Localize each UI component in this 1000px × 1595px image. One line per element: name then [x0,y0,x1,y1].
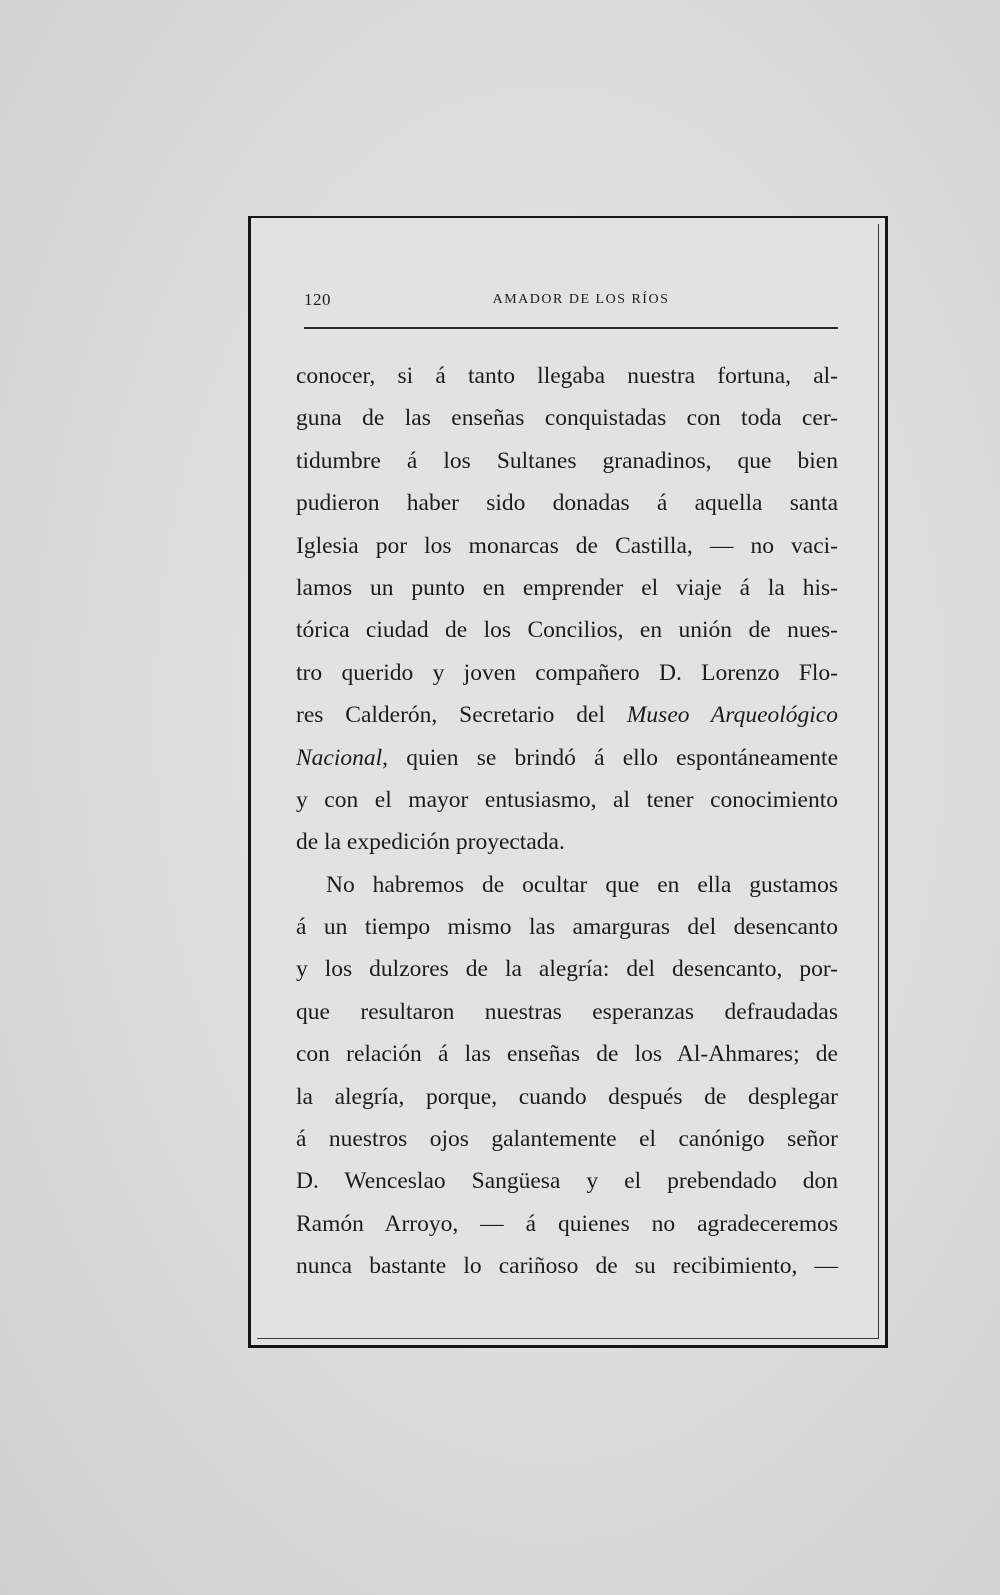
text-segment: , quien se brindó á ello espontáneamente [382,744,838,771]
text-line: á nuestros ojos galantemente el canónigo señor [296,1126,838,1153]
text-line [296,694,838,736]
text-line: tidumbre á los Sultanes granadinos, que bien [296,447,838,474]
italic-title: Museo Arqueológico [626,702,838,729]
text-segment: res Calderón, Secretario del [296,702,627,729]
italic-title: Nacional [296,744,383,771]
text-line: Iglesia por los monarcas de Castilla, — no vaci- [296,532,838,559]
text-line: y con el mayor entusiasmo, al tener conocimiento [296,786,838,813]
text-line: guna de las enseñas conquistadas con toda cer- [296,405,838,432]
text-line: D. Wenceslao Sangüesa y el prebendado don [296,1168,838,1195]
paragraph-first-line: No habremos de ocultar que en ella gustamos [326,871,838,898]
page-header [304,290,838,316]
text-line: tro querido y joven compañero D. Lorenzo Flo- [296,659,838,686]
body-text [296,355,838,1288]
text-line: la alegría, porque, cuando después de desplegar [296,1083,838,1110]
running-head: AMADOR DE LOS RÍOS [492,292,670,307]
text-line: y los dulzores de la alegría: del desencanto, por- [296,956,838,983]
text-line: nunca bastante lo cariñoso de su recibimiento, — [296,1253,838,1280]
text-line [296,737,838,779]
text-line: de la expedición proyectada. [296,829,565,856]
text-line: conocer, si á tanto llegaba nuestra fortuna, al- [296,363,838,389]
text-line: lamos un punto en emprender el viaje á la his- [296,574,838,601]
text-line: con relación á las enseñas de los Al-Ahmares; de [296,1041,838,1068]
text-line: que resultaron nuestras esperanzas defraudadas [296,998,838,1025]
text-line: pudieron haber sido donadas á aquella santa [296,490,838,517]
page-number: 120 [304,290,331,309]
header-rule [304,327,838,329]
text-line: Ramón Arroyo, — á quienes no agradeceremos [296,1210,838,1237]
text-line: tórica ciudad de los Concilios, en unión de nues- [296,617,838,644]
text-line: á un tiempo mismo las amarguras del desencanto [296,914,838,941]
